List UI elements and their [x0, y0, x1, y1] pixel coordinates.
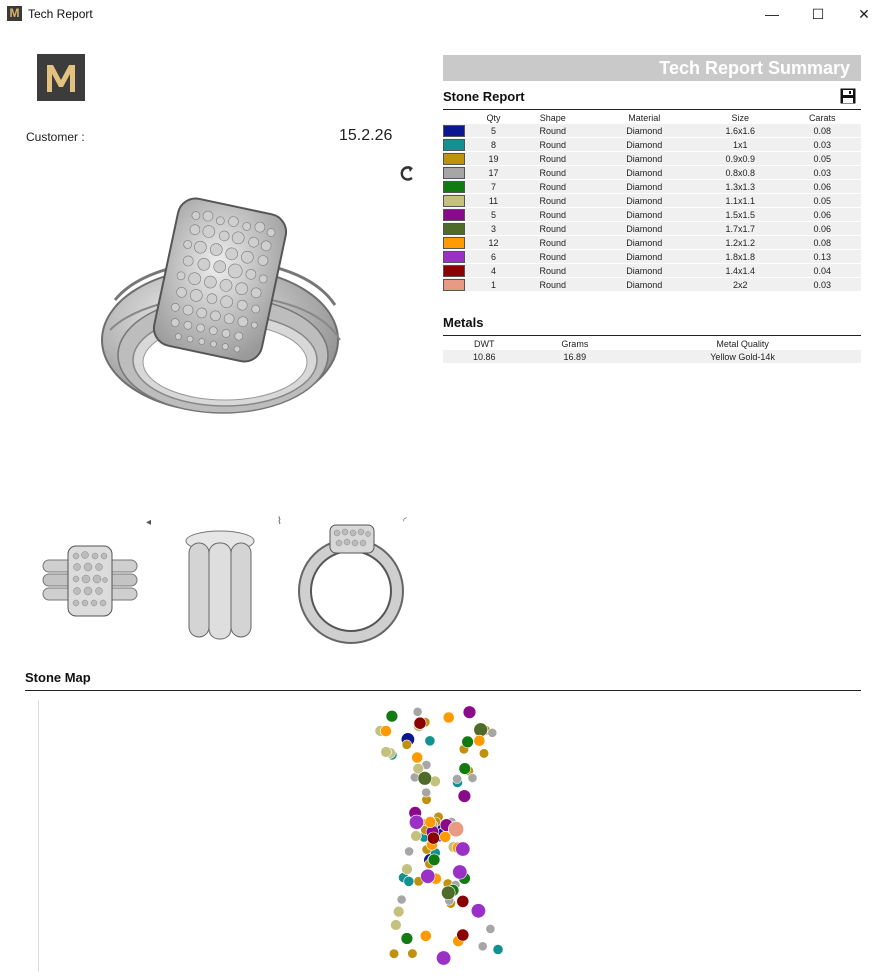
ring-front-view [40, 540, 140, 625]
cell-shape: Round [514, 138, 592, 152]
cell-material: Diamond [592, 222, 697, 236]
cell-size: 1.7x1.7 [697, 222, 783, 236]
stone-map-stone [408, 949, 418, 959]
app-icon: M [7, 6, 22, 21]
cell-size: 1.2x1.2 [697, 236, 783, 250]
stone-map-stone [457, 929, 469, 941]
summary-title: Tech Report Summary [659, 58, 850, 78]
stone-map-stone [421, 869, 435, 883]
stone-map-stone [381, 747, 392, 758]
cell-size: 0.8x0.8 [697, 166, 783, 180]
cell-shape: Round [514, 250, 592, 264]
cell-material: Diamond [592, 278, 697, 292]
window-title: Tech Report [28, 7, 93, 21]
stone-map-stone [468, 773, 477, 782]
stone-map-stone [425, 736, 435, 746]
metal-dwt: 10.86 [443, 350, 525, 363]
color-swatch-cell [443, 236, 473, 250]
stone-map-stone [456, 842, 470, 856]
cell-shape: Round [514, 180, 592, 194]
save-icon[interactable] [840, 88, 856, 109]
stone-map-stone [391, 920, 402, 931]
color-swatch-cell [443, 250, 473, 264]
minimize-button[interactable]: — [765, 6, 779, 22]
col-shape: Shape [539, 113, 566, 123]
cell-qty: 3 [473, 222, 514, 236]
customer-label: Customer : [26, 130, 85, 144]
table-row [443, 208, 861, 222]
cell-carats: 0.08 [783, 124, 861, 138]
metals-table-header [443, 337, 861, 350]
stone-map-stone [386, 710, 398, 722]
metal-grams: 16.89 [525, 350, 624, 363]
stone-map-rule [25, 690, 861, 691]
color-swatch-cell [443, 166, 473, 180]
cell-shape: Round [514, 194, 592, 208]
table-row [443, 250, 861, 264]
close-button[interactable]: ✕ [858, 6, 870, 22]
stone-map-stone [405, 847, 414, 856]
cell-carats: 0.05 [783, 152, 861, 166]
stone-map-stone [401, 933, 413, 945]
color-swatch [443, 181, 465, 193]
color-swatch [443, 223, 465, 235]
cell-shape: Round [514, 264, 592, 278]
cell-carats: 0.06 [783, 208, 861, 222]
color-swatch [443, 139, 465, 151]
stone-map-stone [459, 763, 471, 775]
col-qty: Qty [486, 113, 501, 123]
summary-header [443, 55, 861, 81]
stone-map-stone [404, 876, 414, 886]
stone-map-stone [474, 735, 485, 746]
stone-map-stone [397, 895, 406, 904]
stone-map-stone [412, 752, 423, 763]
col-carats: Carats [808, 113, 836, 123]
stone-map-stone [393, 906, 404, 917]
cell-carats: 0.13 [783, 250, 861, 264]
color-swatch [443, 279, 465, 291]
stone-map-stone [427, 832, 439, 844]
table-row [443, 124, 861, 138]
cell-material: Diamond [592, 250, 697, 264]
color-swatch [443, 153, 465, 165]
stone-map-stone [409, 815, 423, 829]
cell-size: 1x1 [697, 138, 783, 152]
table-row [443, 194, 861, 208]
color-swatch-cell [443, 138, 473, 152]
cell-qty: 5 [473, 208, 514, 222]
color-swatch [443, 125, 465, 137]
col-material: Material [628, 113, 661, 123]
cell-qty: 6 [473, 250, 514, 264]
cell-material: Diamond [592, 152, 697, 166]
cell-carats: 0.03 [783, 278, 861, 292]
stone-map-stone [458, 790, 471, 803]
color-swatch-cell [443, 278, 473, 292]
col-swatch [443, 112, 473, 124]
cell-carats: 0.08 [783, 236, 861, 250]
color-swatch-cell [443, 264, 473, 278]
stone-map-stone [493, 944, 503, 954]
color-swatch [443, 265, 465, 277]
cell-qty: 11 [473, 194, 514, 208]
metals-title: Metals [443, 315, 484, 330]
cell-shape: Round [514, 124, 592, 138]
cell-size: 1.3x1.3 [697, 180, 783, 194]
cell-qty: 7 [473, 180, 514, 194]
table-row [443, 222, 861, 236]
color-swatch-cell [443, 180, 473, 194]
stone-map-stone [411, 831, 422, 842]
stone-map-stone [402, 740, 412, 750]
view-marker-front: ◂ [146, 517, 152, 528]
color-swatch [443, 237, 465, 249]
cell-shape: Round [514, 222, 592, 236]
stone-map-stone [380, 726, 391, 737]
color-swatch [443, 209, 465, 221]
cell-shape: Round [514, 236, 592, 250]
stone-map-stone [486, 924, 495, 933]
metal-quality: Yellow Gold-14k [624, 350, 861, 363]
ring-side-view [183, 525, 258, 648]
color-swatch-cell [443, 222, 473, 236]
cell-carats: 0.03 [783, 166, 861, 180]
color-swatch-cell [443, 208, 473, 222]
stone-map-stone [443, 712, 454, 723]
stone-map-stone [413, 707, 422, 716]
stone-map-stone [418, 771, 432, 785]
cell-carats: 0.03 [783, 138, 861, 152]
color-swatch [443, 195, 465, 207]
cell-carats: 0.06 [783, 180, 861, 194]
stone-map-stone [453, 865, 467, 879]
table-row [443, 350, 861, 363]
cell-qty: 12 [473, 236, 514, 250]
ring-top-view [293, 523, 411, 650]
cell-size: 1.8x1.8 [697, 250, 783, 264]
stone-map-stone [479, 749, 489, 759]
cell-material: Diamond [592, 124, 697, 138]
col-size: Size [731, 113, 749, 123]
stone-map-stone [441, 886, 455, 900]
cell-qty: 19 [473, 152, 514, 166]
cell-material: Diamond [592, 264, 697, 278]
view-marker-top: ◜ [403, 516, 407, 527]
cell-shape: Round [514, 152, 592, 166]
cell-shape: Round [514, 208, 592, 222]
cell-size: 1.1x1.1 [697, 194, 783, 208]
stone-map-stone [428, 854, 440, 866]
stone-map-title: Stone Map [25, 670, 91, 685]
view-marker-side: ⌇ [277, 516, 282, 527]
stone-map-stone [453, 774, 462, 783]
table-row [443, 166, 861, 180]
stone-map-stone [402, 864, 413, 875]
cell-material: Diamond [592, 194, 697, 208]
stone-map-stone [425, 817, 436, 828]
cell-size: 1.4x1.4 [697, 264, 783, 278]
color-swatch-cell [443, 124, 473, 138]
cell-shape: Round [514, 278, 592, 292]
ring-main-view [95, 190, 355, 445]
report-date: 15.2.26 [339, 127, 393, 144]
stone-map-stone [463, 706, 476, 719]
stone-map-stone [389, 949, 399, 959]
stone-map-stone [488, 728, 497, 737]
col-metal-quality: Metal Quality [716, 338, 769, 349]
stone-map-stone [471, 904, 485, 918]
cell-material: Diamond [592, 236, 697, 250]
stone-map-canvas [38, 700, 862, 972]
col-grams: Grams [561, 338, 589, 349]
cell-material: Diamond [592, 208, 697, 222]
stone-report-table [443, 112, 861, 292]
stone-map-stone [462, 736, 474, 748]
cell-material: Diamond [592, 138, 697, 152]
cell-shape: Round [514, 166, 592, 180]
cell-carats: 0.04 [783, 264, 861, 278]
cell-size: 1.5x1.5 [697, 208, 783, 222]
maximize-button[interactable]: ☐ [811, 6, 825, 22]
rotate-icon[interactable] [399, 164, 415, 187]
metals-rule [443, 335, 861, 336]
stone-map-stone [457, 895, 469, 907]
stone-map-stone [420, 930, 431, 941]
stone-map-stone [414, 717, 426, 729]
table-row [443, 152, 861, 166]
stone-report-title: Stone Report [443, 89, 525, 104]
color-swatch [443, 167, 465, 179]
window-titlebar [0, 0, 885, 28]
col-dwt: DWT [473, 338, 495, 349]
stone-map-stone [448, 821, 463, 836]
cell-carats: 0.06 [783, 222, 861, 236]
cell-material: Diamond [592, 166, 697, 180]
table-row [443, 138, 861, 152]
cell-qty: 1 [473, 278, 514, 292]
cell-qty: 8 [473, 138, 514, 152]
metals-table [443, 337, 861, 363]
stone-map-stone [436, 951, 450, 965]
cell-size: 0.9x0.9 [697, 152, 783, 166]
stone-map-stone [422, 788, 431, 797]
stone-report-rule [443, 109, 861, 110]
logo-m-icon [37, 54, 85, 101]
stone-table-header [443, 112, 861, 124]
table-row [443, 236, 861, 250]
cell-qty: 4 [473, 264, 514, 278]
cell-carats: 0.05 [783, 194, 861, 208]
stone-map-stone [478, 942, 487, 951]
cell-size: 2x2 [697, 278, 783, 292]
cell-material: Diamond [592, 180, 697, 194]
cell-qty: 5 [473, 124, 514, 138]
color-swatch-cell [443, 152, 473, 166]
color-swatch-cell [443, 194, 473, 208]
cell-size: 1.6x1.6 [697, 124, 783, 138]
table-row [443, 278, 861, 292]
color-swatch [443, 251, 465, 263]
stone-map-stone [474, 723, 488, 737]
table-row [443, 180, 861, 194]
cell-qty: 17 [473, 166, 514, 180]
table-row [443, 264, 861, 278]
